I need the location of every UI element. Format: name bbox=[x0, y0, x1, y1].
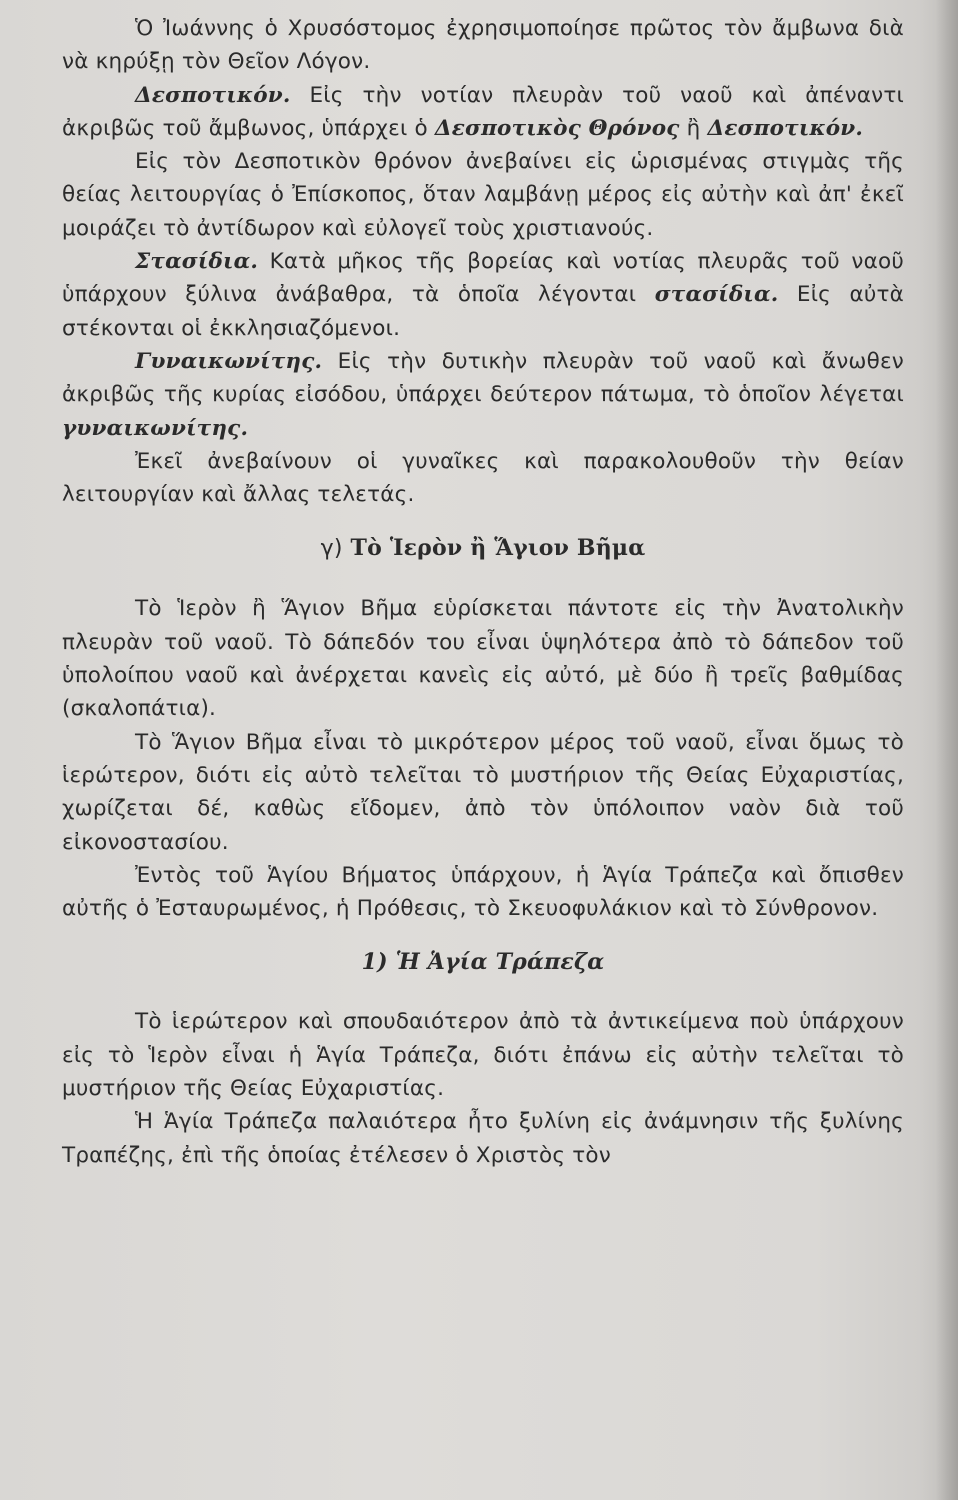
paragraph-despotikon-2: Εἰς τὸν Δεσποτικὸν θρόνον ἀνεβαίνει εἰς ὡρισμένας στιγμὰς τῆς θείας λειτουργίας ὁ Ἐπίσκοπος, ὅταν λαμβάνῃ μέρος εἰς αὐτὴν καὶ ἀπ' ἐκεῖ μοιράζει τὸ ἀντίδωρον καὶ εὐλογεῖ τοὺς χριστιανούς. bbox=[62, 149, 904, 241]
page-body bbox=[62, 12, 904, 1172]
section-heading-hieron bbox=[62, 531, 904, 566]
paragraph-hieron-1: Τὸ Ἱερὸν ἢ Ἅγιον Βῆμα εὑρίσκεται πάντοτε εἰς τὴν Ἀνατολικὴν πλευρὰν τοῦ ναοῦ. Τὸ δάπεδόν του εἶναι ὑψηλότερα ἀπὸ τὸ δάπεδον τοῦ ὑπολοίπου ναοῦ καὶ ἀνέρχεται κανεὶς εἰς αὐτό, μὲ δύο ἢ τρεῖς βαθμίδας (σκαλοπάτια). bbox=[62, 596, 904, 722]
subsection-heading-agia-trapeza: 1) Ἡ Ἁγία Τράπεζα bbox=[361, 949, 605, 976]
despotikon-italic-2: Δεσποτικόν. bbox=[707, 115, 864, 141]
paragraph-gynaikonitis bbox=[62, 345, 904, 445]
section-number: γ) bbox=[320, 536, 343, 562]
despotikon-italic-1: Δεσποτικὸς Θρόνος bbox=[434, 115, 680, 141]
term-gynaikonitis: Γυναικωνίτης. bbox=[135, 348, 323, 374]
term-despotikon: Δεσποτικόν. bbox=[135, 82, 291, 108]
term-stasidia: Στασίδια. bbox=[135, 249, 259, 275]
paragraph-stasidia bbox=[62, 245, 904, 345]
despotikon-text-mid: ἢ bbox=[679, 115, 708, 141]
stasidia-text-after: Εἰς αὐτὰ στέκονται οἱ ἐκκλησιαζόμενοι. bbox=[62, 282, 904, 341]
paragraph-trapeza-2: Ἡ Ἁγία Τράπεζα παλαιότερα ἦτο ξυλίνη εἰς ἀνάμνησιν τῆς ξυλίνης Τραπέζης, ἐπὶ τῆς ὁποίας ἐτέλεσεν ὁ Χριστὸς τὸν bbox=[62, 1109, 904, 1168]
paragraph-hieron-3: Ἐντὸς τοῦ Ἁγίου Βήματος ὑπάρχουν, ἡ Ἁγία Τράπεζα καὶ ὄπισθεν αὐτῆς ὁ Ἐσταυρωμένος, ἡ Πρόθεσις, τὸ Σκευοφυλάκιον καὶ τὸ Σύνθρονον. bbox=[62, 862, 904, 922]
page-gutter-shadow bbox=[936, 0, 958, 1500]
gynaikonitis-text-before: Εἰς τὴν δυτικὴν πλευρὰν τοῦ ναοῦ καὶ ἄνωθεν ἀκριβῶς τῆς κυρίας εἰσόδου, ὑπάρχει δεύτερον πάτωμα, τὸ ὁποῖον λέγεται bbox=[62, 348, 904, 408]
gynaikonitis-italic: γυναικωνίτης. bbox=[62, 415, 249, 441]
stasidia-italic: στασίδια. bbox=[654, 282, 779, 308]
section-title: Τὸ Ἱερὸν ἢ Ἅγιον Βῆμα bbox=[350, 535, 646, 562]
paragraph-gynaikonitis-2: Ἐκεῖ ἀνεβαίνουν οἱ γυναῖκες καὶ παρακολουθοῦν τὴν θείαν λειτουργίαν καὶ ἄλλας τελετάς. bbox=[62, 448, 904, 508]
paragraph-hieron-2: Τὸ Ἅγιον Βῆμα εἶναι τὸ μικρότερον μέρος τοῦ ναοῦ, εἶναι ὅμως τὸ ἱερώτερον, διότι εἰς αὐτὸ τελεῖται τὸ μυστήριον τῆς Θείας Εὐχαριστίας, χωρίζεται δέ, καθὼς εἴδομεν, ἀπὸ τὸν ὑπόλοιπον ναὸν διὰ τοῦ εἰκονοστασίου. bbox=[62, 729, 904, 855]
despotikon-text-before: Εἰς τὴν νοτίαν πλευρὰν τοῦ ναοῦ καὶ ἀπέναντι ἀκριβῶς τοῦ ἄμβωνος, ὑπάρχει ὁ bbox=[62, 82, 904, 141]
paragraph-ambon: Ὁ Ἰωάννης ὁ Χρυσόστομος ἐχρησιμοποίησε πρῶτος τὸν ἄμβωνα διὰ νὰ κηρύξῃ τὸν Θεῖον Λόγον. bbox=[62, 16, 904, 75]
paragraph-trapeza-1: Τὸ ἱερώτερον καὶ σπουδαιότερον ἀπὸ τὰ ἀντικείμενα ποὺ ὑπάρχουν εἰς τὸ Ἱερὸν εἶναι ἡ Ἁγία Τράπεζα, διότι ἐπάνω εἰς αὐτὴν τελεῖται τὸ μυστήριον τῆς Θείας Εὐχαριστίας. bbox=[62, 1009, 904, 1102]
stasidia-text-before: Κατὰ μῆκος τῆς βορείας καὶ νοτίας πλευρᾶς τοῦ ναοῦ ὑπάρχουν ξύλινα ἀνάβαθρα, τὰ ὁποῖα λέγονται bbox=[62, 249, 904, 308]
paragraph-despotikon bbox=[62, 79, 904, 146]
